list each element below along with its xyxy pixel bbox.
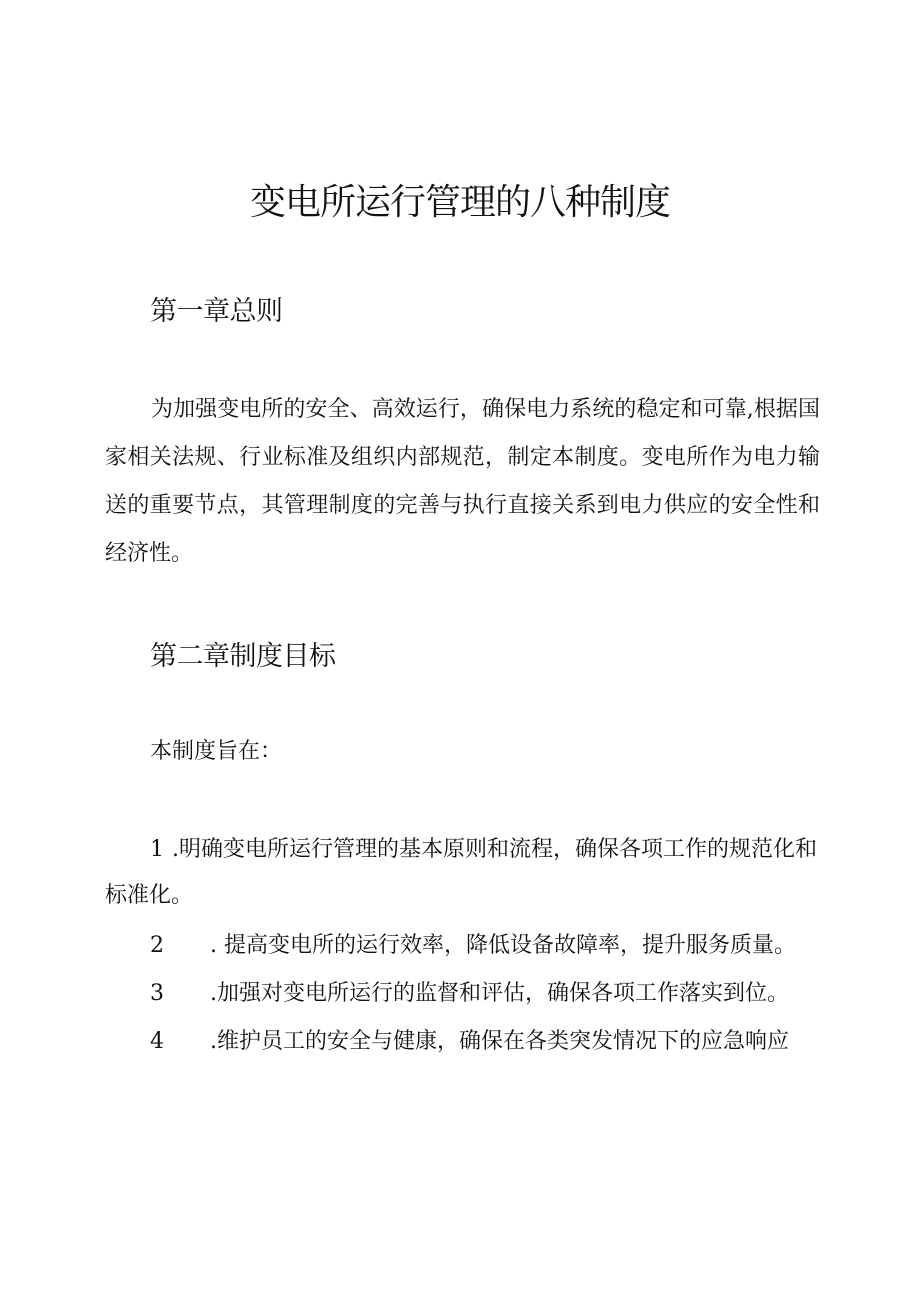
list-item-text: .明确变电所运行管理的基本原则和流程，确保各项工作的规范化和 [172, 837, 817, 862]
chapter-1-paragraph: 为加强变电所的安全、高效运行，确保电力系统的稳定和可靠,根据国家相关法规、行业标准及组织内部规范，制定本制度。变电所作为电力输送的重要节点，其管理制度的完善与执行直接关系到电力供应的安全性和经济性。 [105, 397, 820, 566]
list-item-number: 1 [150, 837, 164, 862]
document-title: 变电所运行管理的八种制度 [249, 182, 670, 223]
list-item-text-continuation: 标准化。 [105, 883, 194, 908]
list-item-number: 4 [150, 1029, 164, 1054]
list-item-text: . 提高变电所的运行效率，降低设备故障率，提升服务质量。 [210, 933, 796, 958]
list-item-text: .加强对变电所运行的监督和评估，确保各项工作落实到位。 [210, 981, 789, 1006]
list-item-number: 3 [150, 981, 164, 1006]
list-item-number: 2 [150, 933, 164, 958]
chapter-1-heading: 第一章总则 [150, 296, 283, 327]
chapter-2-heading: 第二章制度目标 [150, 641, 336, 672]
list-item-text: .维护员工的安全与健康，确保在各类突发情况下的应急响应 [210, 1029, 789, 1054]
chapter-2-intro: 本制度旨在： [150, 739, 283, 764]
